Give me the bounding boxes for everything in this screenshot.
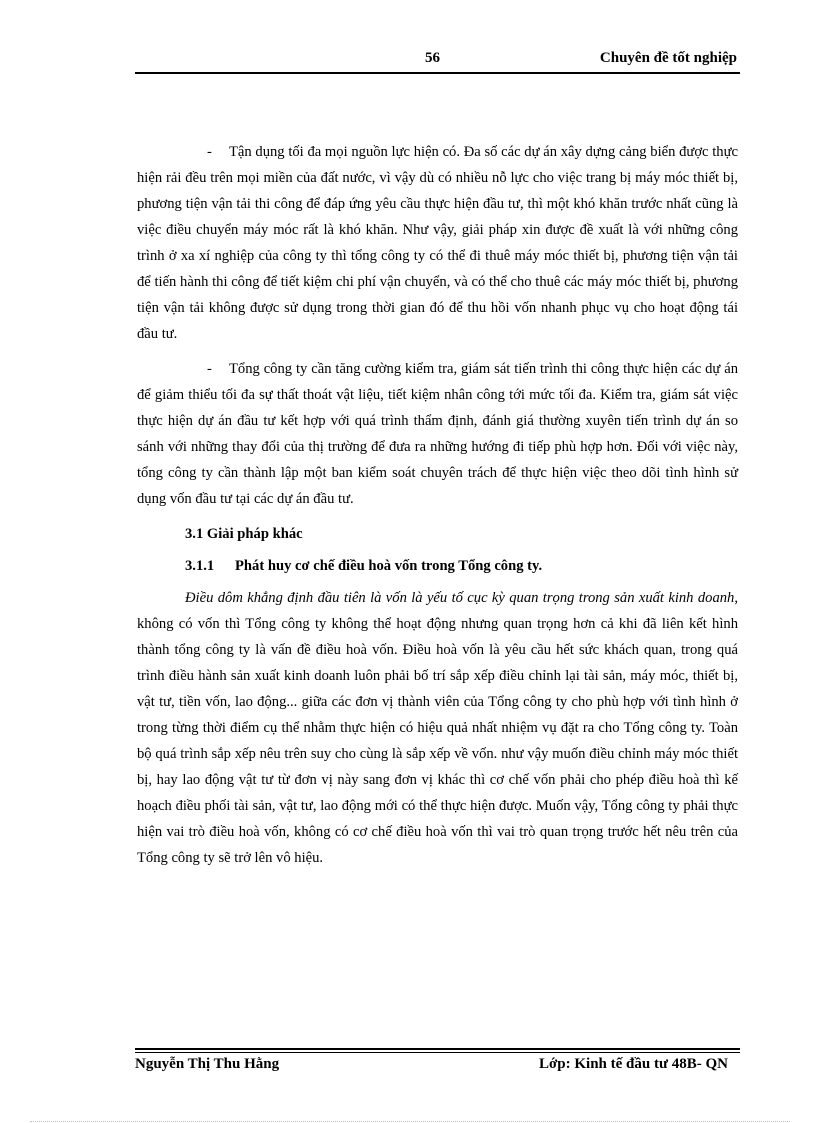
paragraph-2-text: Tổng công ty cần tăng cường kiểm tra, giám sát tiến trình thi công thực hiện các dự án để giảm thiểu tối đa sự thất thoát vật liệu, tiết kiệm nhân công tới mức tối đa. Kiểm tra, giám sát việc thực hiện dự án đầu tư kết hợp với quá trình thẩm định, đánh giá thường xuyên tiến trình dự án so sánh với những thay đổi của thị trường để đưa ra những hướng đi tiếp phù hợp hơn. Đối với việc này, tổng công ty cần thành lập một ban kiểm soát chuyên trách để thực hiện việc theo dõi tình hình sử dụng vốn đầu tư tại các dự án đầu tư. xyxy=(137,361,738,507)
bullet-dash: - xyxy=(207,361,212,377)
subsection-number: 3.1.1 xyxy=(185,558,215,574)
page-number: 56 xyxy=(425,50,440,66)
paragraph-1 xyxy=(137,139,738,347)
bullet-dash: - xyxy=(207,144,212,160)
header-divider xyxy=(135,72,740,74)
subsection-heading xyxy=(137,553,738,579)
page-header xyxy=(135,50,740,72)
paragraph-3 xyxy=(137,585,738,871)
page-edge xyxy=(30,1121,790,1122)
author-name: Nguyễn Thị Thu Hằng xyxy=(135,1056,280,1072)
document-title: Chuyên đề tốt nghiệp xyxy=(599,50,737,66)
section-heading: 3.1 Giải pháp khác xyxy=(185,526,303,542)
subsection-title: Phát huy cơ chế điều hoà vốn trong Tổng công ty. xyxy=(235,558,543,574)
paragraph-3-text: , không có vốn thì Tổng công ty không thể hoạt động nhưng quan trọng hơn cả khi đã liên kết hình thành tổng công ty là vấn đề điều hoà vốn. Điều hoà vốn là yêu cầu hết sức khách quan, trong quá trình điều hành sản xuất kinh doanh luôn phải bố trí sắp xếp điều chỉnh lại tài sản, máy móc, thiết bị, vật tư, tiền vốn, lao động... giữa các đơn vị thành viên của Tổng công ty cho phù hợp với tình hình ở trong từng thời điểm cụ thể nhằm thực hiện có hiệu quả nhất nhiệm vụ đặt ra cho Tổng công ty. Toàn bộ quá trình sắp xếp nêu trên suy cho cùng là sắp xếp về vốn. như vậy muốn điều chỉnh máy móc thiết bị, hay lao động vật tư từ đơn vị này sang đơn vị khác thì cơ chế vốn phải cho phép điều hoà thì kế hoạch điều phối tài sản, vật tư, lao động mới có thể thực hiện được. Muốn vậy, Tổng công ty phải thực hiện vai trò điều hoà vốn, không có cơ chế điều hoà vốn thì vai trò quan trọng trước hết nêu trên của Tổng công ty sẽ trở lên vô hiệu. xyxy=(137,590,738,866)
paragraph-1-text: Tận dụng tối đa mọi nguồn lực hiện có. Đa số các dự án xây dựng cảng biển được thực hiện rải đều trên mọi miền của đất nước, vì vậy dù có nhiều nỗ lực cho việc trang bị máy móc thiết bị, phương tiện vận tải thi công để đáp ứng yêu cầu thực hiện đầu tư, thì một khó khăn trước nhất cũng là việc điều chuyển máy móc rất là khó khăn. Như vậy, giải pháp xin được đề xuất là với những công trình ở xa xí nghiệp của công ty thì tổng công ty có thể đi thuê máy móc thiết bị, phương tiện vận tải để tiến hành thi công để tiết kiệm chi phí vận chuyển, và có thể cho thuê các máy móc thiết bị, phương tiện vận tải không được sử dụng trong thời gian đó để thu hồi vốn nhanh phục vụ cho hoạt động tái đầu tư. xyxy=(137,144,738,342)
paragraph-3-lead: Điều dôm khẳng định đầu tiên là vốn là yếu tố cục kỳ quan trọng trong sản xuất kinh doanh xyxy=(185,590,735,606)
paragraph-2 xyxy=(137,356,738,512)
class-info: Lớp: Kinh tế đầu tư 48B- QN xyxy=(538,1056,728,1072)
page-footer xyxy=(135,1056,740,1078)
footer-divider xyxy=(135,1048,740,1053)
document-body xyxy=(137,139,738,871)
